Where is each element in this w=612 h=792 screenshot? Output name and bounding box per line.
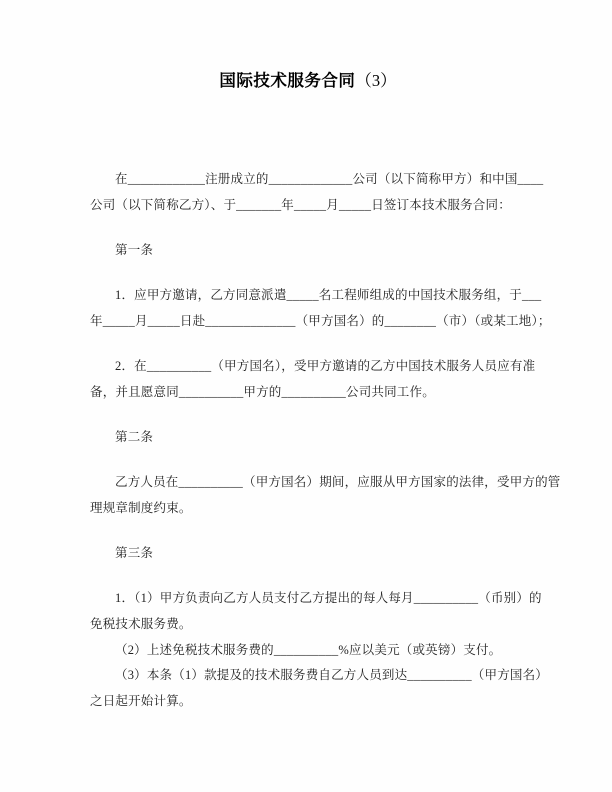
article-3-item-3-line: 之日起开始计算。 [90,694,192,709]
article-3-item-1-line: 1．（1）甲方负责向乙方人员支付乙方提出的每人每月__________（币别）的 [115,591,542,606]
article-3-item-3 [90,663,549,714]
intro-paragraph-line: 在____________注册成立的_____________公司（以下简称甲方）和中国____ [115,172,544,186]
article-3-item-1 [90,586,542,637]
article-2-paragraph-line: 理规章制度约束。 [90,500,192,515]
article-3-heading [90,541,526,567]
article-2-heading-line: 第二条 [115,429,154,444]
intro-paragraph-line: 公司（以下简称乙方）、于_______年_____月_____日签订本技术服务合同： [90,197,511,212]
article-1-item-2-line: 2．在__________（甲方国名），受甲方邀请的乙方中国技术服务人员应有准 [115,359,536,374]
document-body [90,167,561,715]
article-3-item-2-line: （2）上述免税技术服务费的__________%应以美元（或英镑）支付。 [115,642,502,657]
article-2-paragraph-line: 乙方人员在__________（甲方国名）期间，应服从甲方国家的法律，受甲方的管 [115,475,561,490]
article-1-item-1 [90,283,551,334]
document-title-suffix: （3） [355,71,397,90]
document-title-main: 国际技术服务合同 [219,71,356,90]
intro-paragraph [90,167,544,218]
article-3-heading-line: 第三条 [115,546,154,561]
article-1-item-2-line: 备，并且愿意同__________甲方的__________公司共同工作。 [90,384,435,399]
article-3-item-2 [90,638,526,664]
document-title [90,71,526,91]
article-1-heading-line: 第一条 [115,242,154,257]
article-1-heading [90,238,526,264]
article-2-heading [90,425,526,451]
article-3-item-3-line: （3）本条（1）款提及的技术服务费自乙方人员到达__________（甲方国名） [115,668,549,683]
article-1-item-1-line: 1．应甲方邀请，乙方同意派遣_____名工程师组成的中国技术服务组，于___ [115,288,542,303]
article-1-item-1-line: 年_____月_____日赴______________（甲方国名）的________（市）（或某工地）； [90,313,551,328]
article-3-item-1-line: 免税技术服务费。 [90,616,192,631]
article-2-paragraph [90,470,561,521]
article-1-item-2 [90,354,536,405]
